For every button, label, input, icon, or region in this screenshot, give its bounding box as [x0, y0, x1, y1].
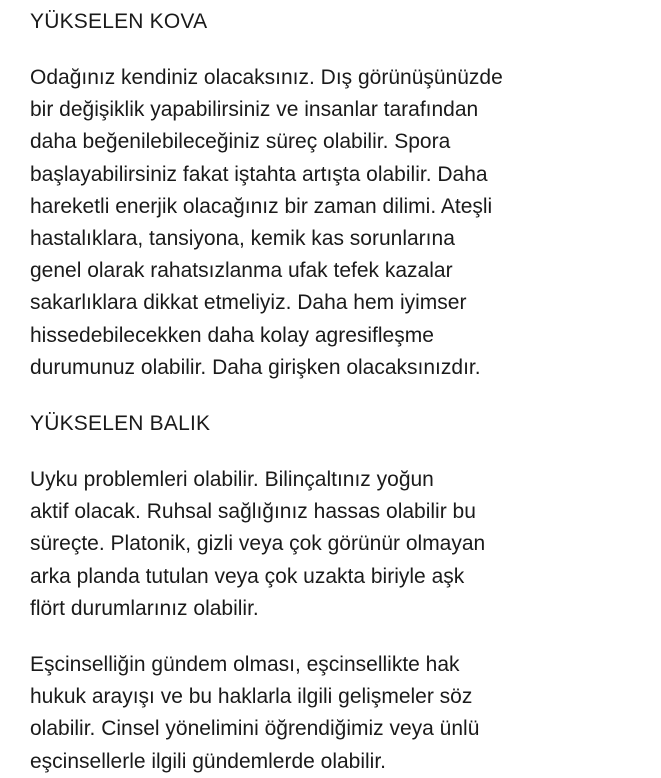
- paragraph: [30, 649, 653, 778]
- section-heading: YÜKSELEN BALIK: [30, 412, 211, 436]
- text-line: Uyku problemleri olabilir. Bilinçaltınız yoğun: [30, 468, 434, 492]
- text-line: aktif olacak. Ruhsal sağlığınız hassas olabilir bu: [30, 500, 476, 524]
- text-line: hareketli enerjik olacağınız bir zaman dilimi. Ateşli: [30, 194, 493, 218]
- text-line: hissedebilecekken daha kolay agresifleşme: [30, 323, 434, 347]
- text-line: başlayabilirsiniz fakat iştahta artışta olabilir. Daha: [30, 162, 488, 186]
- text-line: durumunuz olabilir. Daha girişken olacaksınızdır.: [30, 355, 481, 379]
- text-line: hukuk arayışı ve bu haklarla ilgili gelişmeler söz: [30, 685, 473, 709]
- paragraph-spacer: [30, 625, 653, 649]
- section-heading: YÜKSELEN KOVA: [30, 10, 208, 33]
- text-line: olabilir. Cinsel yönelimini öğrendiğimiz veya ünlü: [30, 717, 480, 741]
- paragraph: [30, 62, 653, 384]
- text-line: Odağınız kendiniz olacaksınız. Dış görünüşünüzde: [30, 66, 503, 89]
- text-line: arka planda tutulan veya çok uzakta biriyle aşk: [30, 564, 465, 588]
- section-yukselen-kova: [30, 6, 653, 408]
- text-line: süreçte. Platonik, gizli veya çok görünür olmayan: [30, 532, 486, 556]
- text-line: sakarlıklara dikkat etmeliyiz. Daha hem iyimser: [30, 291, 467, 315]
- paragraph-spacer: [30, 384, 653, 408]
- text-line: eşcinsellerle ilgili gündemlerde olabilir.: [30, 749, 387, 773]
- text-line: flört durumlarınız olabilir.: [30, 596, 259, 620]
- text-line: Eşcinselliğin gündem olması, eşcinsellikte hak: [30, 653, 460, 677]
- section-yukselen-balik: [30, 408, 653, 778]
- text-line: daha beğenilebileceğiniz süreç olabilir. Spora: [30, 130, 451, 154]
- text-line: bir değişiklik yapabilirsiniz ve insanlar tarafından: [30, 98, 479, 122]
- paragraph: [30, 464, 653, 625]
- text-line: genel olarak rahatsızlanma ufak tefek kazalar: [30, 259, 453, 283]
- text-line: hastalıklara, tansiyona, kemik kas sorunlarına: [30, 227, 455, 251]
